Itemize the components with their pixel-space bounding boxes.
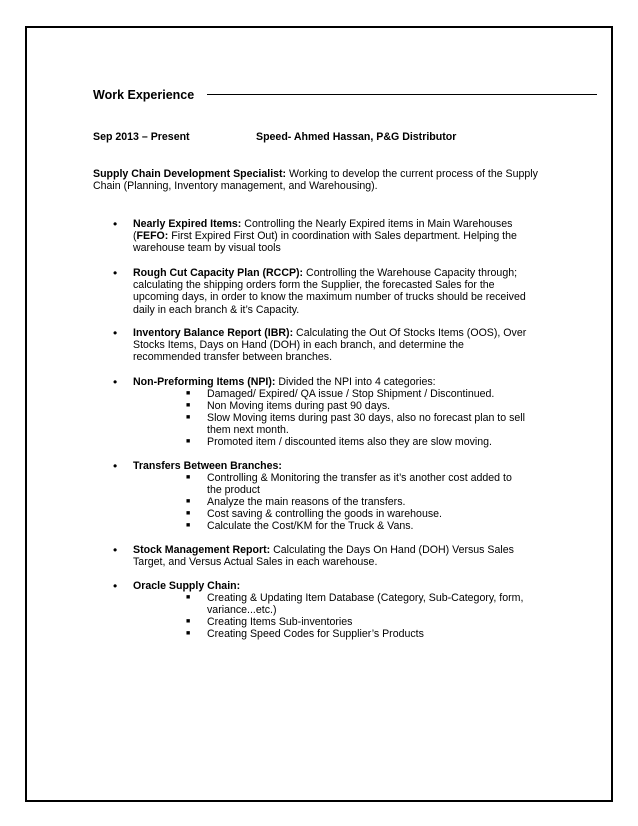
list-item-npi	[133, 376, 533, 388]
bullet-glyph: •	[113, 266, 118, 280]
item-title: Stock Management Report:	[133, 544, 271, 556]
item-description: Calculating the Out Of Stocks Items (OOS), Over Stocks Items, Days on Hand (DOH) in each branch, and determine the recommended transfer between branches.	[133, 327, 527, 364]
square-bullet-icon: ■	[186, 498, 191, 505]
role-title: Supply Chain Development Specialist:	[93, 168, 287, 180]
square-bullet-icon: ■	[186, 522, 191, 529]
bullet-glyph: •	[113, 326, 118, 340]
sub-item: Calculate the Cost/KM for the Truck & Vans.	[207, 520, 414, 532]
bullet-glyph: •	[113, 217, 118, 231]
square-bullet-icon: ■	[186, 510, 191, 517]
role-description: Working to develop the current process of the Supply Chain (Planning, Inventory management, and Warehousing).	[93, 168, 538, 193]
item-title: Transfers Between Branches:	[133, 460, 282, 472]
item-title: Oracle Supply Chain:	[133, 580, 241, 592]
square-bullet-icon: ■	[186, 438, 191, 445]
item-title: Rough Cut Capacity Plan (RCCP):	[133, 267, 304, 279]
bullet-glyph: •	[113, 375, 118, 389]
item-acronym: FEFO:	[136, 230, 169, 243]
square-bullet-icon: ■	[186, 390, 191, 397]
sub-item: Non Moving items during past 90 days.	[207, 400, 391, 412]
list-item-nearly-expired	[133, 218, 533, 255]
section-heading: Work Experience	[93, 88, 195, 102]
list-item-stock-management	[133, 544, 533, 568]
square-bullet-icon: ■	[186, 618, 191, 625]
sub-item: Creating Speed Codes for Supplier’s Products	[207, 628, 424, 640]
square-bullet-icon: ■	[186, 630, 191, 637]
sub-item: Slow Moving items during past 30 days, also no forecast plan to sell them next month.	[207, 412, 525, 437]
sub-item: Cost saving & controlling the goods in warehouse.	[207, 508, 442, 520]
job-date-range: Sep 2013 – Present	[93, 131, 190, 143]
square-bullet-icon: ■	[186, 402, 191, 409]
sub-item: Analyze the main reasons of the transfers.	[207, 496, 406, 508]
square-bullet-icon: ■	[186, 474, 191, 481]
list-item-ibr	[133, 327, 533, 364]
job-role	[93, 168, 548, 192]
list-item-oracle	[133, 580, 533, 592]
sub-item: Promoted item / discounted items also they are slow moving.	[207, 436, 492, 448]
list-item-transfers	[133, 460, 533, 472]
item-title: Nearly Expired Items:	[133, 218, 242, 230]
square-bullet-icon: ■	[186, 414, 191, 421]
sub-item: Damaged/ Expired/ QA issue / Stop Shipment / Discontinued.	[207, 388, 495, 400]
item-title: Non-Preforming Items (NPI):	[133, 376, 276, 388]
square-bullet-icon: ■	[186, 594, 191, 601]
sub-item: Creating Items Sub-inventories	[207, 616, 353, 628]
item-description: Calculating the Days On Hand (DOH) Versus Sales Target, and Versus Actual Sales in each warehouse.	[133, 544, 514, 569]
item-title: Inventory Balance Report (IBR):	[133, 327, 294, 339]
job-employer: Speed- Ahmed Hassan, P&G Distributor	[256, 131, 457, 143]
resume-page	[25, 26, 613, 802]
item-description: Controlling the Warehouse Capacity through; calculating the shipping orders form the Supplier, the forecasted Sales for the upcoming days, in order to know the maximum number of trucks should be received daily in each branch & it’s Capacity.	[133, 267, 526, 316]
sub-item: Creating & Updating Item Database (Category, Sub-Category, form, variance...etc.)	[207, 592, 524, 617]
item-description: Controlling the Nearly Expired items in Main Warehouses (	[133, 218, 513, 243]
bullet-glyph: •	[113, 543, 118, 557]
list-item-rccp	[133, 267, 533, 316]
item-description-cont: First Expired First Out) in coordination with Sales department. Helping the warehouse team by visual tools	[133, 230, 517, 255]
bullet-glyph: •	[113, 459, 118, 473]
sub-item: Controlling & Monitoring the transfer as it’s another cost added to the product	[207, 472, 512, 497]
bullet-glyph: •	[113, 579, 118, 593]
heading-divider	[207, 94, 597, 95]
item-description: Divided the NPI into 4 categories:	[275, 376, 436, 388]
